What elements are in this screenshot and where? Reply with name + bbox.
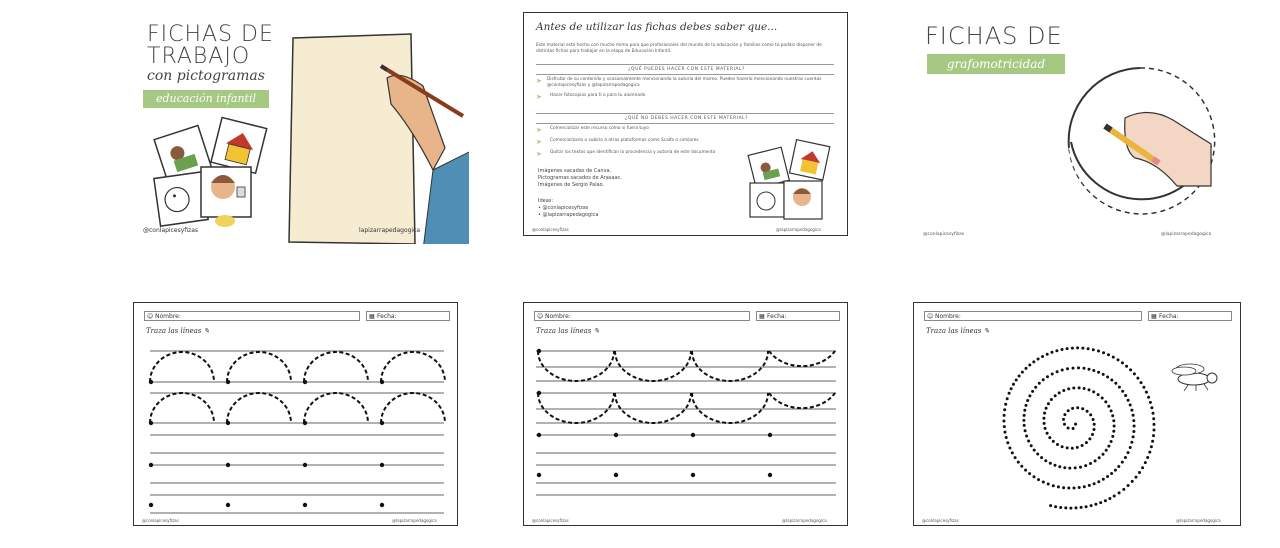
spiral-dot (1102, 373, 1105, 376)
name-field[interactable]: ☺ Nombre: (924, 311, 1142, 321)
spiral-dot (1023, 414, 1026, 417)
spiral-dot (1131, 480, 1134, 483)
spiral-tracing-image (914, 303, 1241, 526)
spiral-dot (1106, 475, 1109, 478)
spiral-dot (1031, 390, 1034, 393)
spiral-dot (1125, 365, 1128, 368)
spiral-dot (1025, 435, 1028, 438)
spiral-dot (1130, 409, 1133, 412)
spiral-dot (1118, 386, 1121, 389)
spiral-dot (1089, 462, 1092, 465)
spiral-dot (1141, 466, 1144, 469)
calendar-icon: ▦ (759, 313, 765, 320)
spiral-dot (1080, 506, 1083, 509)
spiral-dot (1003, 414, 1006, 417)
spiral-dot (1049, 462, 1052, 465)
spiral-dot (1110, 409, 1113, 412)
spiral-dot (1003, 408, 1006, 411)
spiral-dot (1042, 481, 1045, 484)
spiral-dot (1057, 485, 1060, 488)
spiral-dot (1081, 347, 1084, 350)
fly-icon (1160, 361, 1224, 393)
worksheet-arches[interactable] (133, 302, 458, 526)
spiral-dot (1036, 453, 1039, 456)
spiral-dot (1090, 504, 1093, 507)
spiral-dot (1098, 456, 1101, 459)
spiral-dot (1038, 382, 1041, 385)
spiral-dot (1049, 504, 1052, 507)
spiral-dot (1018, 375, 1021, 378)
spiral-dot (1023, 424, 1026, 427)
cover2-credit-right: @lapizarrapedagogica (1161, 232, 1212, 237)
spiral-dot (1140, 381, 1143, 384)
spiral-dot (1105, 449, 1108, 452)
section2-title: ¿QUÉ NO DEBES HACER CON ESTE MATERIAL? (624, 116, 749, 121)
spiral-dot (1102, 478, 1105, 481)
ws1-footer-left: @conlapicesyfizas (142, 518, 179, 523)
spiral-dot (1092, 369, 1095, 372)
spiral-dot (1088, 484, 1091, 487)
pictogram-cards-small-image (746, 139, 836, 225)
spiral-dot (1006, 441, 1009, 444)
spiral-dot (1022, 419, 1025, 422)
spiral-dot (1073, 487, 1076, 490)
spiral-dot (1066, 367, 1069, 370)
worksheet-spiral[interactable] (913, 302, 1241, 526)
arrow-icon: ➤ (536, 138, 542, 146)
spiral-dot (1153, 429, 1156, 432)
ideas-label: Ideas: (538, 198, 554, 204)
spiral-dot (1085, 441, 1088, 444)
spiral-dot (1152, 417, 1155, 420)
date-field[interactable]: ▦ Fecha: (756, 311, 840, 321)
spiral-dot (1014, 456, 1017, 459)
spiral-dot (1110, 472, 1113, 475)
spiral-dot (1025, 404, 1028, 407)
spiral-dot (1107, 405, 1110, 408)
spiral-dot (1111, 435, 1114, 438)
spiral-dot (1023, 409, 1026, 412)
spiral-dot (1108, 497, 1111, 500)
spiral-dot (1043, 422, 1046, 425)
spiral-dot (1112, 419, 1115, 422)
spiral-dot (1104, 499, 1107, 502)
info-footer-left: @conlapicesyfizas (532, 227, 569, 232)
spiral-dot (1056, 443, 1059, 446)
spiral-dot (1102, 453, 1105, 456)
spiral-dot (1152, 412, 1155, 415)
arrow-icon: ➤ (536, 150, 542, 158)
spiral-dot (1093, 423, 1096, 426)
spiral-dot (1024, 429, 1027, 432)
spiral-dot (1058, 391, 1061, 394)
spiral-dot (1147, 396, 1150, 399)
spiral-dot (1061, 445, 1064, 448)
spiral-dot (1072, 387, 1075, 390)
spiral-dot (1083, 485, 1086, 488)
spiral-dot (1150, 445, 1153, 448)
spiral-dot (1084, 464, 1087, 467)
cover1-title-line2: TRABAJO (147, 44, 251, 69)
section1-list (536, 77, 836, 101)
spiral-dot (1121, 390, 1124, 393)
tracing-area (134, 303, 458, 526)
credit-line: Imágenes sacadas de Canva. (538, 168, 612, 174)
info-heading: Antes de utilizar las fichas debes saber que... (536, 21, 778, 33)
spiral-dot (1104, 400, 1107, 403)
cover1-subtitle: con pictogramas (147, 68, 265, 84)
date-field[interactable]: ▦ Fecha: (1148, 311, 1232, 321)
list-item: ➤ Quitar los textos que identifican la procedencia y autoría de este documento (536, 150, 716, 158)
spiral-dot (1133, 425, 1136, 428)
pictogram-cards-image (153, 117, 278, 227)
spiral-dot (1145, 391, 1148, 394)
list-item: ➤ Hacer fotocopias para ti o para tu alumnado (536, 93, 646, 101)
worksheet-cups[interactable] (523, 302, 848, 526)
list-item: ➤ Disfrutar de su contenido y ocasionalmente mencionando la autoría del mismo. Puedes hacerlo mencionando nuestras cuentas @conlapicesyfizas y @lapizarrapedagogica (536, 77, 822, 88)
spiral-dot (1046, 432, 1049, 435)
cover1-credit-right: lapizarrapedagogica (359, 227, 421, 234)
spiral-dot (1093, 482, 1096, 485)
spiral-dot (1037, 478, 1040, 481)
spiral-dot (1045, 407, 1048, 410)
spiral-dot (1034, 386, 1037, 389)
spiral-dot (1132, 430, 1135, 433)
spiral-dot (1138, 471, 1141, 474)
spiral-dot (1061, 348, 1064, 351)
spiral-dot (1063, 413, 1066, 416)
spiral-dot (1067, 387, 1070, 390)
cover1-title-line1: FICHAS DE (147, 22, 274, 47)
calendar-icon: ▦ (369, 313, 375, 320)
spiral-dot (1136, 377, 1139, 380)
spiral-dot (1110, 440, 1113, 443)
info-page[interactable] (523, 12, 848, 236)
spiral-dot (1020, 465, 1023, 468)
spiral-dot (1051, 351, 1054, 354)
cover2-credit-left: @conlapicesyfizas (923, 232, 965, 237)
spiral-dot (1033, 449, 1036, 452)
spiral-dot (1092, 348, 1095, 351)
spiral-dot (1027, 440, 1030, 443)
spiral-dot (1112, 356, 1115, 359)
paper-and-hand-image (283, 30, 469, 244)
spiral-dot (1114, 382, 1117, 385)
spiral-dot (1149, 401, 1152, 404)
list-item: ➤ Comercializarlo o subirlo a otras plataformas como Scalfa o similares (536, 138, 699, 146)
ws1-footer-right: @lapizarrapedagogica (392, 518, 437, 523)
spiral-dot (1121, 461, 1124, 464)
spiral-dot (1092, 418, 1095, 421)
section1-rule-bottom (536, 74, 834, 75)
spiral-dot (1132, 414, 1135, 417)
spiral-dot (1003, 425, 1006, 428)
spiral-dot (1052, 484, 1055, 487)
spiral-dot (1077, 366, 1080, 369)
spiral-dot (1111, 414, 1114, 417)
spiral-dot (1130, 441, 1133, 444)
spiral-dot (1087, 347, 1090, 350)
ws3-footer-right: @lapizarrapedagogica (1176, 518, 1221, 523)
spiral-dot (1086, 410, 1089, 413)
spiral-dot (1063, 423, 1066, 426)
spiral-dot (1044, 427, 1047, 430)
spiral-dot (1024, 469, 1027, 472)
spiral-dot (1046, 375, 1049, 378)
spiral-dot (1066, 347, 1069, 350)
spiral-dot (1088, 437, 1091, 440)
info-intro: Este material está hecho con mucho mimo para que profesionales del mundo de la educación y familias como tú podáis disponer de distintas fichas para trabajar en la etapa de Educación Infantil. (536, 43, 822, 54)
spiral-dot (1083, 367, 1086, 370)
spiral-dot (1078, 486, 1081, 489)
spiral-dot (1094, 459, 1097, 462)
spiral-dot (1058, 465, 1061, 468)
credit-line: Pictogramas sacados de Arasaac. (538, 175, 622, 181)
cover1-credit-left: @conlapicesyfizas (143, 227, 198, 234)
spiral-dot (1067, 409, 1070, 412)
spiral-dot (1011, 451, 1014, 454)
spiral-dot (1012, 383, 1015, 386)
spiral-dot (1071, 347, 1074, 350)
spiral-dot (1047, 402, 1050, 405)
spiral-dot (1127, 484, 1130, 487)
spiral-dot (1047, 483, 1050, 486)
spiral-dot (1051, 373, 1054, 376)
instruction: Traza las líneas ✎ (146, 327, 210, 335)
spiral-dot (1062, 418, 1065, 421)
cover-grafomotricidad[interactable] (915, 12, 1245, 244)
spiral-dot (1076, 446, 1079, 449)
arrow-icon: ➤ (536, 126, 542, 134)
spiral-dot (1004, 431, 1007, 434)
spiral-dot (1144, 461, 1147, 464)
spiral-dot (1072, 427, 1075, 430)
spiral-dot (1078, 386, 1081, 389)
spiral-dot (1089, 413, 1092, 416)
spiral-dot (1142, 386, 1145, 389)
spiral-dot (1015, 379, 1018, 382)
spiral-dot (1052, 440, 1055, 443)
spiral-dot (1046, 353, 1049, 356)
section1-title: ¿QUÉ PUEDES HACER CON ESTE MATERIAL? (628, 67, 745, 72)
spiral-dot (1146, 456, 1149, 459)
spiral-dot (1074, 423, 1077, 426)
spiral-dot (1129, 446, 1132, 449)
spiral-dot (1056, 370, 1059, 373)
spiral-dot (1094, 503, 1097, 506)
spiral-dot (1008, 447, 1011, 450)
user-icon: ☺ (927, 313, 934, 320)
spiral-dot (1097, 371, 1100, 374)
section2-rule-bottom (536, 123, 834, 124)
spiral-dot (1093, 428, 1096, 431)
spiral-dot (1132, 435, 1135, 438)
ws2-footer-left: @conlapicesyfizas (532, 518, 569, 523)
spiral-dot (1064, 506, 1067, 509)
spiral-dot (1117, 465, 1120, 468)
spiral-dot (1072, 367, 1075, 370)
spiral-dot (1117, 358, 1120, 361)
spiral-dot (1106, 376, 1109, 379)
spiral-dot (1085, 505, 1088, 508)
spiral-dot (1062, 389, 1065, 392)
spiral-dot (1041, 355, 1044, 358)
instruction: Traza las líneas ✎ (926, 327, 990, 335)
spiral-dot (1062, 486, 1065, 489)
spiral-dot (1040, 456, 1043, 459)
spiral-dot (1067, 487, 1070, 490)
spiral-dot (1010, 387, 1013, 390)
date-field[interactable]: ▦ Fecha: (366, 311, 450, 321)
spiral-dot (1088, 388, 1091, 391)
ws2-footer-right: @lapizarrapedagogica (782, 518, 827, 523)
pencil-icon: ✎ (983, 327, 990, 335)
spiral-dot (1042, 378, 1045, 381)
spiral-dot (1102, 351, 1105, 354)
pencil-icon: ✎ (203, 327, 210, 335)
spiral-dot (1101, 397, 1104, 400)
spiral-dot (1063, 466, 1066, 469)
spiral-dot (1028, 394, 1031, 397)
hand-circle-image (1065, 66, 1215, 216)
spiral-dot (1097, 480, 1100, 483)
spiral-dot (1008, 392, 1011, 395)
pencil-icon: ✎ (593, 327, 600, 335)
arrow-icon: ➤ (536, 77, 542, 85)
spiral-dot (1135, 476, 1138, 479)
spiral-dot (1044, 459, 1047, 462)
spiral-dot (1076, 346, 1079, 349)
section2-rule-top (536, 113, 834, 114)
spiral-dot (1043, 412, 1046, 415)
spiral-dot (1148, 451, 1151, 454)
spiral-dot (1124, 394, 1127, 397)
spiral-dot (1151, 440, 1154, 443)
image-credits (538, 168, 622, 189)
section1-rule-top (536, 64, 834, 65)
spiral-dot (1133, 372, 1136, 375)
spiral-dot (1152, 434, 1155, 437)
spiral-dot (1048, 436, 1051, 439)
spiral-dot (1061, 369, 1064, 372)
spiral-dot (1037, 358, 1040, 361)
spiral-dot (1026, 399, 1029, 402)
spiral-dot (1054, 464, 1057, 467)
spiral-dot (1030, 444, 1033, 447)
spiral-dot (1124, 456, 1127, 459)
spiral-dot (1042, 417, 1045, 420)
cover-fichas-trabajo[interactable] (133, 12, 469, 244)
info-footer-right: @lapizarrapedagogica (776, 227, 821, 232)
spiral-dot (1079, 466, 1082, 469)
spiral-dot (1081, 407, 1084, 410)
cover2-title: FICHAS DE (925, 22, 1063, 50)
spiral-dot (1069, 507, 1072, 510)
spiral-dot (1107, 445, 1110, 448)
spiral-dot (1114, 469, 1117, 472)
spiral-dot (1107, 353, 1110, 356)
spiral-dot (1066, 446, 1069, 449)
spiral-dot (1054, 505, 1057, 508)
spiral-dot (1150, 406, 1153, 409)
name-field[interactable]: ☺ Nombre: (534, 311, 750, 321)
spiral-dot (1067, 427, 1070, 430)
user-icon: ☺ (147, 313, 154, 320)
spiral-dot (1033, 475, 1036, 478)
spiral-dot (1122, 488, 1125, 491)
credit-line: Imágenes de Sergio Palao. (538, 182, 605, 188)
cover2-band: grafomotricidad (927, 54, 1065, 74)
spiral-dot (1099, 501, 1102, 504)
spiral-dot (1127, 451, 1130, 454)
spiral-dot (1129, 368, 1132, 371)
spiral-dot (1021, 371, 1024, 374)
tracing-area (524, 303, 848, 526)
spiral-dot (1074, 466, 1077, 469)
list-item: ➤ Comercializar este recurso como si fuera tuyo (536, 126, 649, 134)
spiral-dot (1083, 387, 1086, 390)
spiral-dot (1113, 495, 1116, 498)
spiral-dot (1025, 367, 1028, 370)
spiral-dot (1121, 361, 1124, 364)
spiral-dot (1110, 379, 1113, 382)
arrow-icon: ➤ (536, 93, 542, 101)
spiral-dot (1017, 461, 1020, 464)
name-field[interactable]: ☺ Nombre: (144, 311, 360, 321)
spiral-dot (1091, 433, 1094, 436)
spiral-dot (1127, 399, 1130, 402)
spiral-dot (1059, 506, 1062, 509)
spiral-dot (1071, 447, 1074, 450)
user-icon: ☺ (537, 313, 544, 320)
spiral-dot (1028, 364, 1031, 367)
ideas-item[interactable]: • @lapizarrapedagogica (538, 212, 599, 218)
calendar-icon: ▦ (1151, 313, 1157, 320)
spiral-dot (1153, 423, 1156, 426)
spiral-dot (1002, 420, 1005, 423)
cover1-band: educación infantil (143, 90, 269, 108)
spiral-dot (1050, 398, 1053, 401)
spiral-dot (1055, 349, 1058, 352)
ideas-block (538, 198, 598, 219)
instruction: Traza las líneas ✎ (536, 327, 600, 335)
spiral-dot (1113, 425, 1116, 428)
spiral-dot (1129, 404, 1132, 407)
spiral-dot (1097, 350, 1100, 353)
spiral-dot (1005, 436, 1008, 439)
spiral-dot (1068, 467, 1071, 470)
ideas-item[interactable]: • @conlapicesyfizas (538, 205, 589, 211)
spiral-dot (1112, 430, 1115, 433)
spiral-dot (1118, 491, 1121, 494)
spiral-dot (1028, 472, 1031, 475)
spiral-dot (1054, 394, 1057, 397)
spiral-dot (1032, 360, 1035, 363)
spiral-dot (1071, 407, 1074, 410)
spiral-dot (1097, 393, 1100, 396)
spiral-dot (1132, 419, 1135, 422)
spiral-dot (1088, 368, 1091, 371)
spiral-dot (1004, 403, 1007, 406)
ws3-footer-left: @conlapicesyfizas (922, 518, 959, 523)
spiral-dot (1076, 406, 1079, 409)
spiral-dot (1081, 444, 1084, 447)
spiral-dot (1092, 390, 1095, 393)
spiral-dot (1006, 397, 1009, 400)
spiral-dot (1075, 506, 1078, 509)
